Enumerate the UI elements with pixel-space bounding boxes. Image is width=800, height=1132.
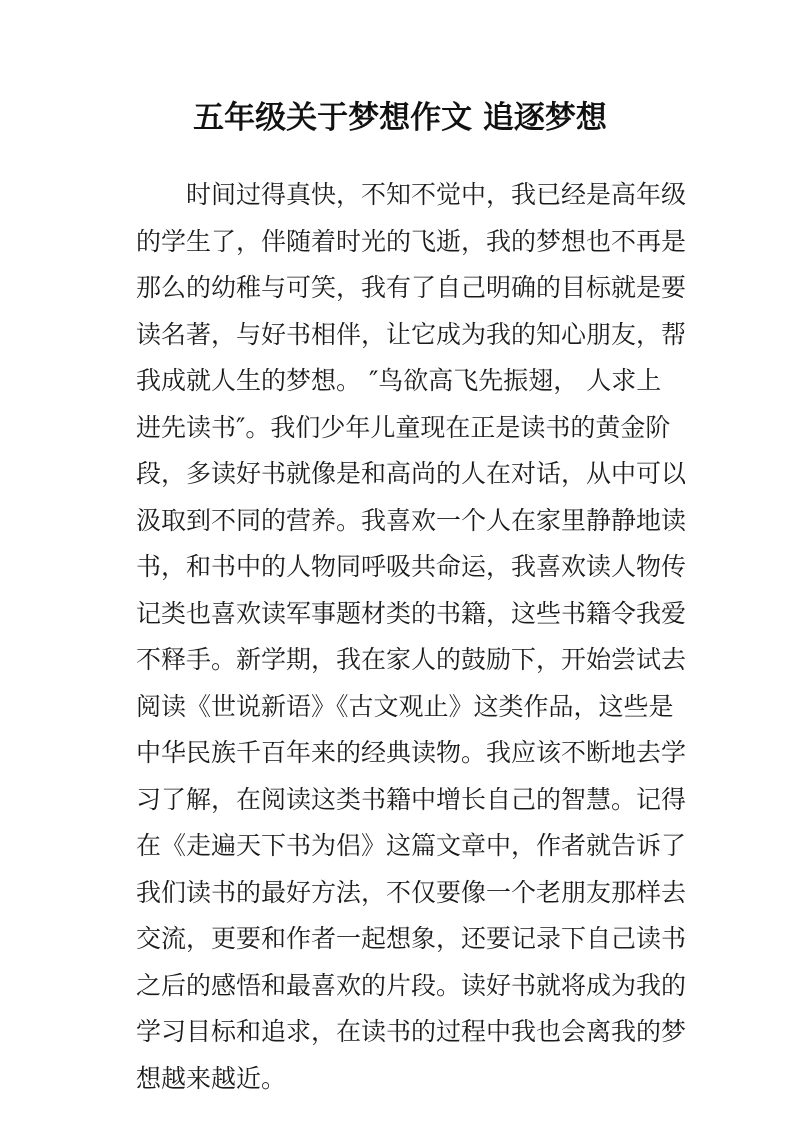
paragraph-line: 时间过得真快，不知不觉中，我已经是高年级 (186, 180, 687, 209)
paragraph-line: 在《走遍天下书为侣》这篇文章中，作者就告诉了 (136, 831, 687, 860)
paragraph-line: 记类也喜欢读军事题材类的书籍，这些书籍令我爱 (136, 598, 687, 628)
paragraph-line: 阅读《世说新语》《古文观止》这类作品，这些是 (136, 691, 674, 721)
paragraph-line: 习了解，在阅读这类书籍中增长自己的智慧。记得 (136, 784, 687, 814)
paragraph-line: 交流，更要和作者一起想象，还要记录下自己读书 (136, 924, 687, 953)
paragraph-line: 想越来越近。 (136, 1063, 287, 1093)
paragraph-line: 之后的感悟和最喜欢的片段。读好书就将成为我的 (136, 970, 687, 1000)
paragraph-line: 那么的幼稚与可笑，我有了自己明确的目标就是要 (136, 273, 687, 302)
document-title: 五年级关于梦想作文 追逐梦想 (193, 100, 607, 136)
paragraph-line: 的学生了，伴随着时光的飞逝，我的梦想也不再是 (136, 226, 687, 256)
paragraph-line: 段，多读好书就像是和高尚的人在对话，从中可以 (136, 459, 687, 488)
paragraph-line: 学习目标和追求，在读书的过程中我也会离我的梦 (136, 1017, 687, 1046)
paragraph-line: 书，和书中的人物同呼吸共命运，我喜欢读人物传 (136, 552, 687, 581)
essay-paragraph (136, 172, 687, 1102)
paragraph-line: 不释手。新学期，我在家人的鼓励下，开始尝试去 (136, 645, 687, 674)
paragraph-line: 汲取到不同的营养。我喜欢一个人在家里静静地读 (136, 505, 687, 535)
paragraph-line: 我们读书的最好方法，不仅要像一个老朋友那样去 (136, 877, 687, 907)
paragraph-line: 进先读书″。我们少年儿童现在正是读书的黄金阶 (136, 412, 671, 442)
paragraph-line: 读名著，与好书相伴，让它成为我的知心朋友，帮 (136, 319, 687, 349)
paragraph-line: 我成就人生的梦想。 ″鸟欲高飞先振翅， 人求上 (136, 366, 662, 395)
paragraph-line: 中华民族千百年来的经典读物。我应该不断地去学 (136, 738, 687, 767)
